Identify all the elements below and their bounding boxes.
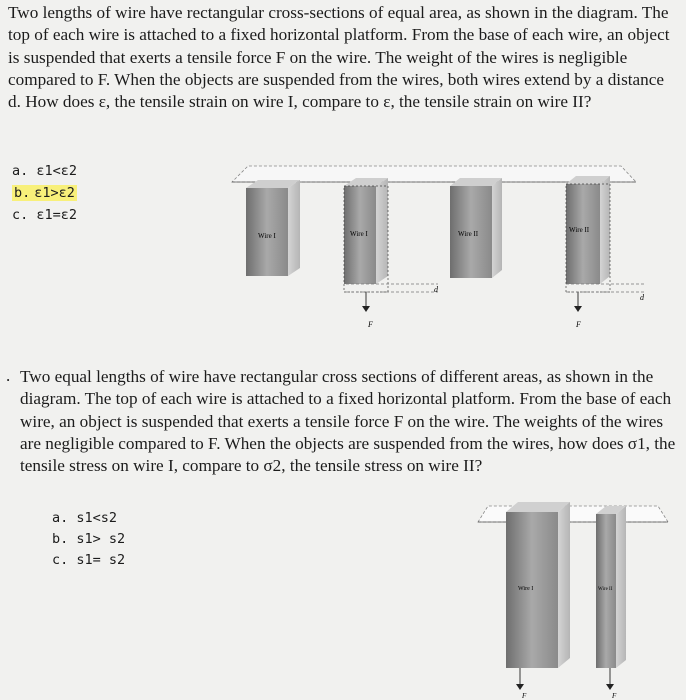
question-1-options bbox=[12, 160, 77, 226]
wire-block-thick bbox=[506, 502, 570, 690]
option-b-selected[interactable] bbox=[12, 182, 77, 204]
wire-label: Wire I bbox=[258, 232, 276, 240]
wire-label: Wire I bbox=[518, 586, 534, 592]
force-label: F bbox=[612, 692, 617, 700]
option-text: ε1>ε2 bbox=[34, 185, 75, 201]
wire-label: Wire II bbox=[569, 226, 590, 234]
option-letter: b. bbox=[14, 185, 31, 201]
option-letter: a. bbox=[52, 510, 69, 526]
option-c[interactable] bbox=[52, 550, 125, 571]
option-letter: c. bbox=[12, 207, 29, 223]
force-label: F bbox=[368, 320, 373, 329]
option-b[interactable] bbox=[52, 529, 125, 550]
option-c[interactable] bbox=[12, 204, 77, 226]
option-letter: c. bbox=[52, 552, 69, 568]
wire-label: Wire I bbox=[350, 230, 368, 238]
option-text: s1> s2 bbox=[76, 531, 126, 547]
option-text: ε1=ε2 bbox=[36, 207, 78, 223]
force-label: F bbox=[522, 692, 527, 700]
extension-label: d bbox=[434, 285, 438, 294]
question-2-options bbox=[52, 508, 125, 571]
wire-strain-diagram bbox=[226, 160, 646, 335]
extension-label: d bbox=[640, 293, 644, 302]
wire-block-thin bbox=[596, 506, 626, 690]
option-letter: b. bbox=[52, 531, 69, 547]
question-2-text: Two equal lengths of wire have rectangular cross sections of different areas, as shown in the diagram. The top of each wire is attached to a fixed horizontal platform. From the base of each wire, an object is suspended that exerts a tensile force F on the wire. The weights of the wires are negligible compared to F. When the objects are suspended from the wires, how does σ1, the tensile stress on wire I, compare to σ2, the tensile stress on wire II? bbox=[20, 367, 676, 476]
wire-label: Wire II bbox=[458, 230, 479, 238]
wire-block-1 bbox=[246, 180, 300, 276]
option-text: ε1<ε2 bbox=[36, 163, 78, 179]
wire-block-3 bbox=[450, 178, 502, 278]
list-bullet: . bbox=[6, 366, 11, 385]
wire-label: Wire II bbox=[598, 587, 613, 592]
option-text: s1<s2 bbox=[76, 510, 118, 526]
wire-stress-diagram bbox=[476, 496, 672, 700]
option-a[interactable] bbox=[52, 508, 125, 529]
option-text: s1= s2 bbox=[76, 552, 126, 568]
question-1-text: Two lengths of wire have rectangular cross-sections of equal area, as shown in the diagram. The top of each wire is attached to a fixed horizontal platform. From the base of each wire, an object is suspended that exerts a tensile force F on the wire. The weight of the wires is negligible compared to F. When the objects are suspended from the wires, both wires extend by a distance d. How does ε, the tensile strain on wire I, compare to ε, the tensile strain on wire II? bbox=[8, 3, 670, 112]
option-a[interactable] bbox=[12, 160, 77, 182]
force-label: F bbox=[576, 320, 581, 329]
wire-block-4 bbox=[566, 176, 610, 312]
option-letter: a. bbox=[12, 163, 29, 179]
